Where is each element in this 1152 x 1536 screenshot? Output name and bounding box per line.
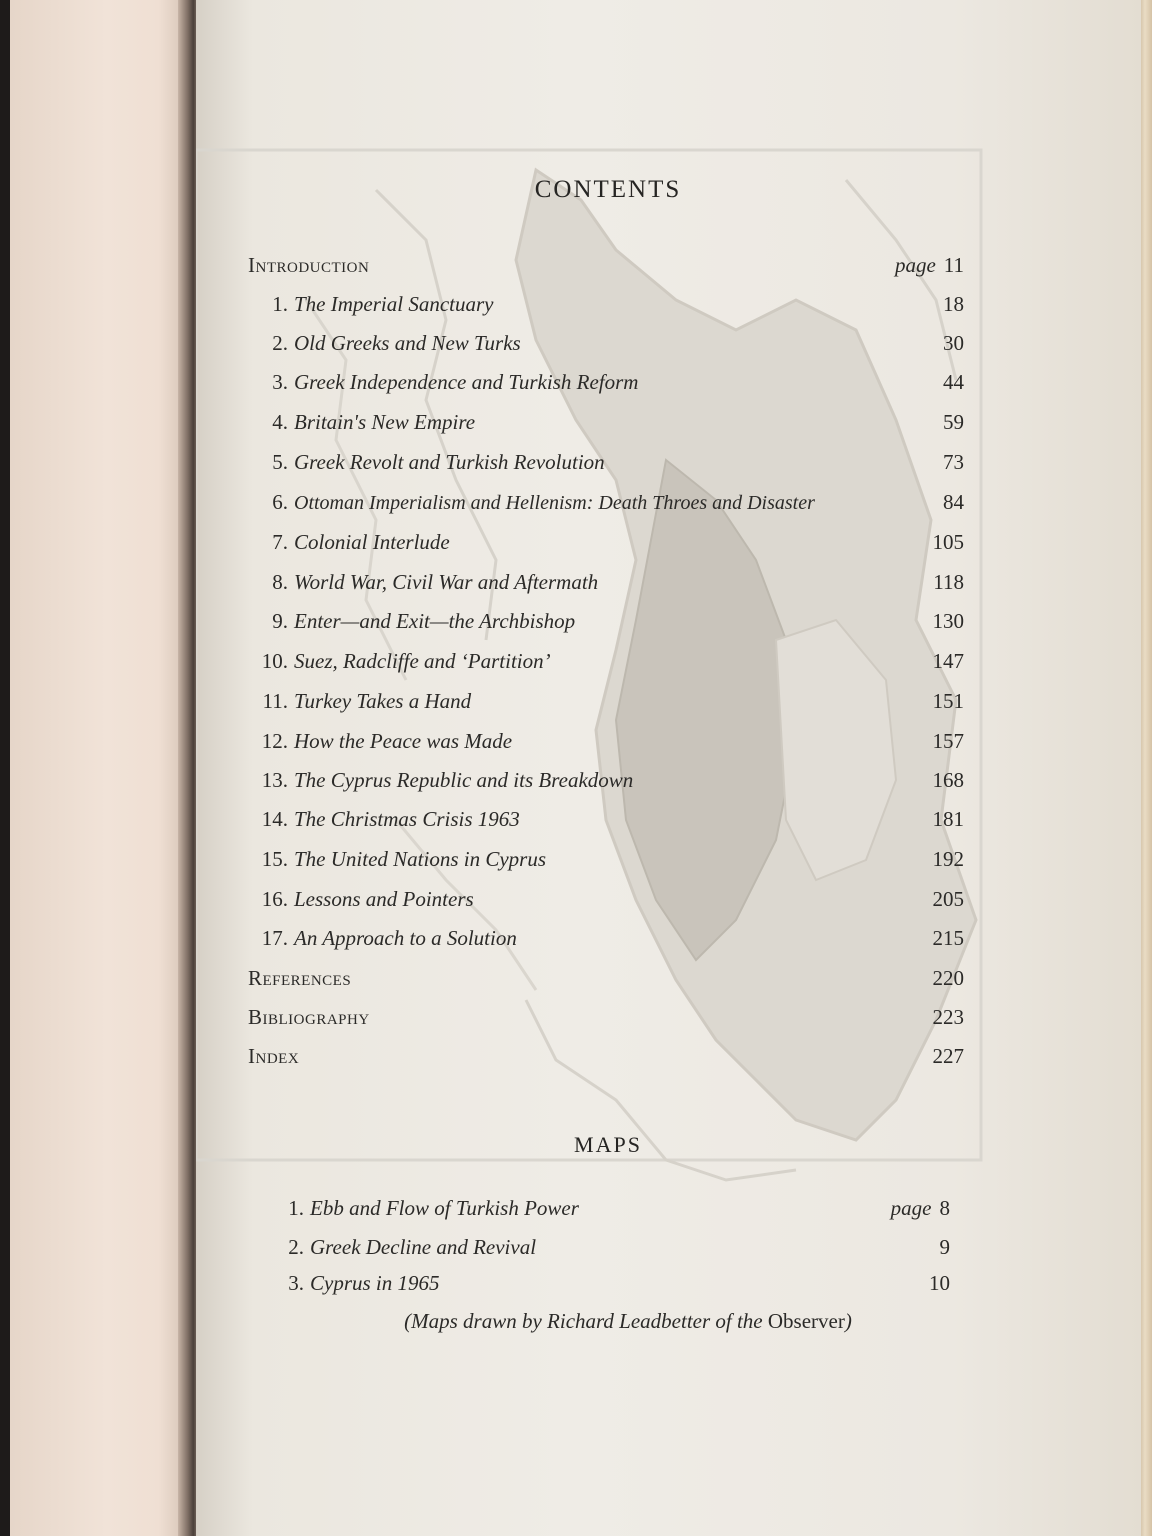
maps-heading: MAPS <box>574 1132 642 1157</box>
back-matter-title: Bibliography <box>248 1005 370 1029</box>
chapter-title: Greek Independence and Turkish Reform <box>294 370 639 394</box>
map-number: 3. <box>288 1271 304 1295</box>
page-number: 215 <box>932 926 964 950</box>
page-number: 18 <box>943 292 964 316</box>
page-number: 168 <box>932 768 964 792</box>
toc-entry <box>248 407 964 437</box>
page-number: 59 <box>943 410 964 434</box>
chapter-title: An Approach to a Solution <box>294 926 517 950</box>
map-entry <box>274 1232 950 1262</box>
toc-entry <box>248 765 964 795</box>
chapter-title: Colonial Interlude <box>294 530 450 554</box>
page-number: 118 <box>933 570 964 594</box>
map-number: 1. <box>288 1196 304 1220</box>
map-title: Ebb and Flow of Turkish Power <box>310 1196 579 1220</box>
page-number: 192 <box>932 847 964 871</box>
chapter-title: Old Greeks and New Turks <box>294 331 521 355</box>
back-matter-title: Index <box>248 1044 300 1068</box>
toc-entry-bibliography <box>248 1002 964 1032</box>
chapter-number: 17. <box>261 926 288 950</box>
chapter-number: 10. <box>261 649 288 673</box>
toc-entry <box>248 844 964 874</box>
toc-entry <box>248 328 964 358</box>
toc-entry <box>248 447 964 477</box>
toc-entry <box>248 606 964 636</box>
chapter-number: 7. <box>272 530 288 554</box>
page-number: 220 <box>932 966 964 990</box>
credit-suffix: ) <box>844 1309 852 1333</box>
page-number: 30 <box>943 331 964 355</box>
contents-page <box>196 0 1141 1536</box>
toc-entry-page <box>895 250 964 280</box>
contents-heading: CONTENTS <box>534 176 682 203</box>
chapter-number: 14. <box>261 807 288 831</box>
credit-source: Observer <box>767 1309 845 1333</box>
chapter-title: Ottoman Imperialism and Hellenism: Death Throes and Disaster <box>294 492 815 514</box>
chapter-number: 1. <box>272 292 288 316</box>
chapter-title: Enter—and Exit—the Archbishop <box>294 609 576 633</box>
map-entry <box>274 1268 950 1298</box>
map-title: Greek Decline and Revival <box>310 1235 537 1259</box>
maps-credit-note <box>268 1309 988 1334</box>
chapter-number: 2. <box>272 331 288 355</box>
chapter-title: Turkey Takes a Hand <box>294 689 472 713</box>
chapter-number: 4. <box>272 410 288 434</box>
toc-entry <box>248 487 964 517</box>
toc-entry <box>248 686 964 716</box>
chapter-number: 13. <box>261 768 288 792</box>
map-title: Cyprus in 1965 <box>310 1271 440 1295</box>
page-number: 44 <box>943 370 964 394</box>
page-number: 11 <box>943 253 964 277</box>
page-number: 8 <box>939 1196 950 1220</box>
chapter-title: Suez, Radcliffe and ‘Partition’ <box>294 649 551 673</box>
page-number: 105 <box>932 530 964 554</box>
toc-entry <box>248 923 964 953</box>
chapter-number: 9. <box>272 609 288 633</box>
back-matter-title: References <box>248 966 352 990</box>
chapter-number: 16. <box>261 887 288 911</box>
page-number: 157 <box>932 729 964 753</box>
toc-entry <box>248 367 964 397</box>
chapter-number: 15. <box>261 847 288 871</box>
chapter-number: 11. <box>262 689 288 713</box>
toc-entry <box>248 646 964 676</box>
credit-prefix: (Maps drawn by Richard Leadbetter of the <box>404 1309 763 1333</box>
page-number: 227 <box>932 1044 964 1068</box>
page-number: 151 <box>932 689 964 713</box>
toc-entry <box>248 289 964 319</box>
toc-entry-introduction <box>248 250 964 280</box>
chapter-number: 3. <box>272 370 288 394</box>
table-of-contents <box>248 0 968 1536</box>
toc-entry <box>248 884 964 914</box>
page-word: page <box>890 1196 932 1220</box>
left-page <box>10 0 185 1536</box>
map-entry <box>274 1193 950 1223</box>
toc-entry-title: Introduction <box>248 253 370 277</box>
page-word: page <box>894 253 936 277</box>
toc-entry-index <box>248 1041 964 1071</box>
toc-entry <box>248 527 964 557</box>
toc-entry-references <box>248 963 964 993</box>
chapter-title: Lessons and Pointers <box>294 887 474 911</box>
chapter-title: Britain's New Empire <box>294 410 476 434</box>
chapter-title: How the Peace was Made <box>294 729 513 753</box>
page-number: 181 <box>932 807 964 831</box>
page-number: 205 <box>932 887 964 911</box>
chapter-title: The Christmas Crisis 1963 <box>294 807 520 831</box>
toc-entry <box>248 804 964 834</box>
toc-entry <box>248 726 964 756</box>
chapter-number: 12. <box>261 729 288 753</box>
page-number: 84 <box>943 490 964 514</box>
chapter-title: The Imperial Sanctuary <box>294 292 494 316</box>
chapter-number: 5. <box>272 450 288 474</box>
toc-entry <box>248 567 964 597</box>
page-number: 147 <box>932 649 964 673</box>
map-number: 2. <box>288 1235 304 1259</box>
chapter-number: 6. <box>272 490 288 514</box>
chapter-title: The Cyprus Republic and its Breakdown <box>294 768 634 792</box>
page-number: 9 <box>939 1235 950 1259</box>
page-number: 130 <box>932 609 964 633</box>
chapter-title: The United Nations in Cyprus <box>294 847 547 871</box>
chapter-number: 8. <box>272 570 288 594</box>
page-number: 73 <box>943 450 964 474</box>
page-number: 10 <box>929 1271 950 1295</box>
chapter-title: World War, Civil War and Aftermath <box>294 570 599 594</box>
page-number: 223 <box>932 1005 964 1029</box>
chapter-title: Greek Revolt and Turkish Revolution <box>294 450 605 474</box>
map-page <box>891 1193 950 1223</box>
